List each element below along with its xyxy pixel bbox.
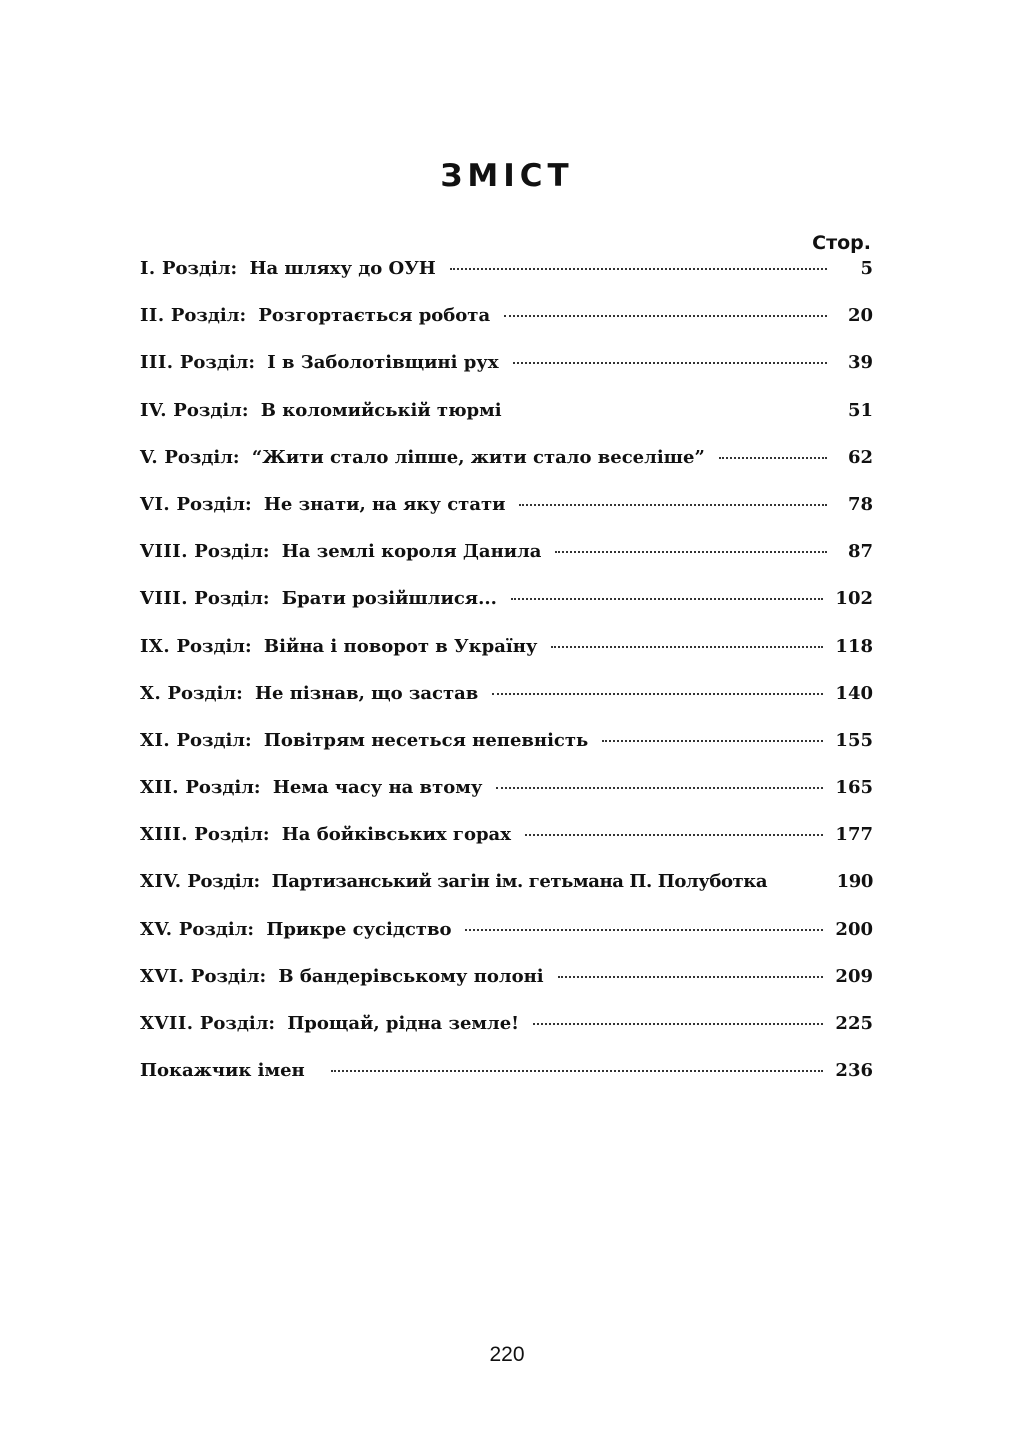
toc-entry-page: 165 xyxy=(835,777,873,799)
toc-entry-index[interactable] xyxy=(140,1060,873,1107)
dot-leader xyxy=(504,315,827,317)
toc-entry-label: VIII. Розділ: Брати розійшлися... xyxy=(140,588,497,610)
page-column-header: Стор. xyxy=(812,232,871,254)
toc-entry-label: IX. Розділ: Війна і поворот в Україну xyxy=(140,635,538,657)
toc-entry-4[interactable] xyxy=(140,400,873,447)
footer-page-number: 220 xyxy=(489,1343,525,1366)
toc-entry-page: 87 xyxy=(847,541,873,563)
toc-entry-page: 62 xyxy=(847,446,873,468)
toc-entry-label: XVII. Розділ: Прощай, рідна земле! xyxy=(140,1013,520,1034)
toc-entry-16[interactable] xyxy=(140,966,873,1013)
dot-leader xyxy=(533,1023,823,1025)
toc-entry-6[interactable] xyxy=(140,494,873,541)
toc-entry-page: 5 xyxy=(860,258,873,279)
toc-entry-10[interactable] xyxy=(140,683,873,730)
dot-leader xyxy=(450,268,827,270)
toc-entry-page: 155 xyxy=(835,729,873,751)
toc-entry-3[interactable] xyxy=(140,352,873,399)
toc-entry-9[interactable] xyxy=(140,636,873,683)
dot-leader xyxy=(602,740,823,742)
toc-entry-label: VIII. Розділ: На землі короля Данила xyxy=(140,541,542,563)
toc-entry-label: XVI. Розділ: В бандерівському полоні xyxy=(140,965,544,987)
dot-leader xyxy=(551,646,823,648)
toc-entry-label: V. Розділ: “Жити стало ліпше, жити стало веселіше” xyxy=(140,446,705,468)
dot-leader xyxy=(525,834,823,836)
toc-entry-2[interactable] xyxy=(140,305,873,352)
toc-entry-8[interactable] xyxy=(140,588,873,635)
toc-entry-label: I. Розділ: На шляху до ОУН xyxy=(140,258,436,279)
toc-entry-1[interactable] xyxy=(140,258,873,305)
toc-entry-label: XI. Розділ: Повітрям несеться непевність xyxy=(140,729,589,751)
toc-entry-page: 78 xyxy=(847,493,873,515)
toc-entry-label: XII. Розділ: Нема часу на втому xyxy=(140,777,483,799)
dot-leader xyxy=(558,976,824,978)
table-of-contents xyxy=(140,258,873,1107)
toc-entry-page: 118 xyxy=(835,635,873,657)
toc-entry-page: 39 xyxy=(847,352,873,374)
toc-entry-7[interactable] xyxy=(140,541,873,588)
toc-entry-label: VI. Розділ: Не знати, на яку стати xyxy=(140,493,506,515)
dot-leader xyxy=(513,362,827,364)
toc-entry-label: XIII. Розділ: На бойківських горах xyxy=(140,824,511,846)
toc-entry-page: 177 xyxy=(835,824,873,846)
toc-entry-page: 140 xyxy=(835,682,873,704)
toc-entry-label: Покажчик імен xyxy=(140,1060,305,1082)
toc-entry-page: 225 xyxy=(835,1013,873,1034)
toc-title: ЗМІСТ xyxy=(440,158,574,194)
toc-entry-page: 190 xyxy=(836,871,873,893)
toc-entry-13[interactable] xyxy=(140,824,873,871)
toc-entry-label: XIV. Розділ: Партизанський загін ім. гетьмана П. Полуботка xyxy=(140,871,768,893)
toc-entry-page: 51 xyxy=(847,399,873,421)
dot-leader xyxy=(492,693,823,695)
toc-entry-label: IV. Розділ: В коломийській тюрмі xyxy=(140,399,502,421)
toc-entry-label: XV. Розділ: Прикре сусідство xyxy=(140,918,452,940)
toc-entry-11[interactable] xyxy=(140,730,873,777)
toc-entry-15[interactable] xyxy=(140,919,873,966)
dot-leader xyxy=(555,551,827,553)
toc-entry-14[interactable] xyxy=(140,871,873,918)
toc-entry-label: II. Розділ: Розгортається робота xyxy=(140,305,491,327)
toc-entry-page: 200 xyxy=(835,918,873,940)
dot-leader xyxy=(511,598,824,600)
dot-leader xyxy=(331,1070,824,1072)
dot-leader xyxy=(465,929,823,931)
dot-leader xyxy=(496,787,823,789)
toc-entry-page: 209 xyxy=(835,965,873,987)
dot-leader xyxy=(719,457,827,459)
toc-entry-17[interactable] xyxy=(140,1013,873,1060)
toc-entry-5[interactable] xyxy=(140,447,873,494)
dot-leader xyxy=(519,504,827,506)
toc-entry-page: 20 xyxy=(847,305,873,327)
toc-entry-page: 236 xyxy=(835,1060,873,1082)
toc-entry-label: X. Розділ: Не пізнав, що застав xyxy=(140,682,479,704)
toc-entry-label: III. Розділ: І в Заболотівщині рух xyxy=(140,352,499,374)
toc-entry-12[interactable] xyxy=(140,777,873,824)
toc-entry-page: 102 xyxy=(835,588,873,610)
